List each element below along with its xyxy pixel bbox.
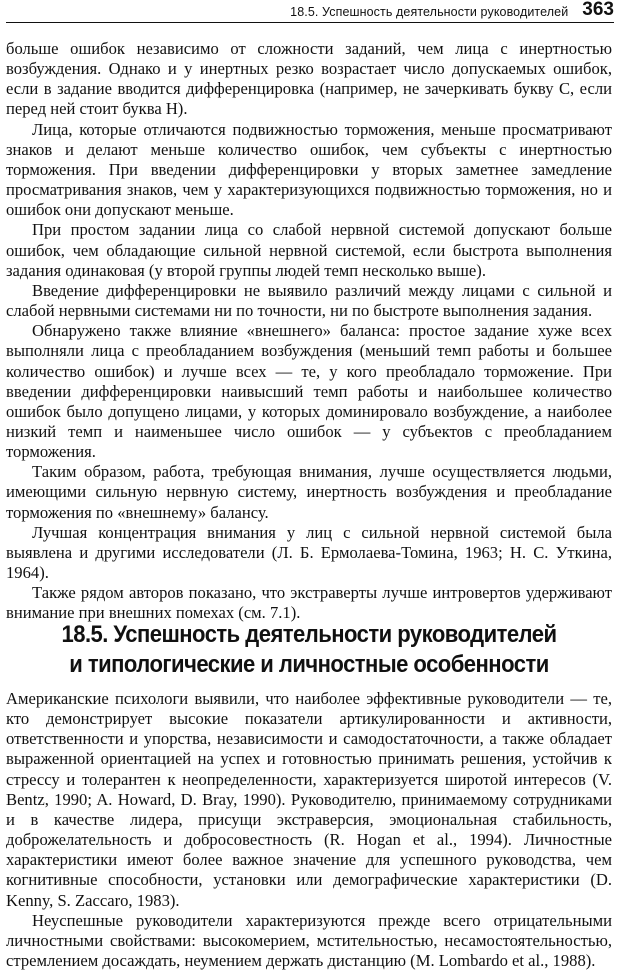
paragraph-differentiation: Введение дифференцировки не выявило различий между лицами с сильной и слабой нервными системами ни по точности, ни по быстроте выполнения задания.: [6, 280, 612, 321]
running-header: [6, 0, 614, 23]
paragraph-unsuccessful-leaders: Неуспешные руководители характеризуются прежде всего отрицательными личностными свойствами: высокомерием, мстительностью, несамостоятельностью, стремлением досаждать, неумением держать дистанцию (M. Lombardo et al., 1988).: [6, 910, 612, 971]
section-heading-line-2: и типологические и личностные особенности: [69, 651, 549, 678]
body-text-bottom: [6, 689, 612, 971]
paragraph-conclusion: Таким образом, работа, требующая внимания, лучше осуществляется людьми, имеющими сильную нервную систему, инертность возбуждения и преобладание торможения по «внешнему» балансу.: [6, 462, 612, 522]
paragraph-weak-nervous-system: При простом задании лица со слабой нервной системой допускают больше ошибок, чем обладающие сильной нервной системой, если быстрота выполнения задания одинаковая (у второй группы людей темп несколько выше).: [6, 220, 612, 280]
paragraph-extraverts: Также рядом авторов показано, что экстраверты лучше интровертов удерживают внимание при внешних помехах (см. 7.1).: [6, 583, 612, 623]
paragraph-inhibition-mobility: Лица, которые отличаются подвижностью торможения, меньше просматривают знаков и делают меньше количество ошибок, чем субъекты с инертностью торможения. При введении дифференцировки у вторых заметнее замедление просматривания знаков, чем у характеризующихся подвижностью торможения, но и ошибок они допускают меньше.: [6, 119, 612, 220]
page-number: 363: [582, 0, 614, 20]
section-heading-line-1: 18.5. Успешность деятельности руководителей: [61, 621, 557, 648]
running-title: 18.5. Успешность деятельности руководителей: [290, 5, 569, 19]
paragraph-concentration: Лучшая концентрация внимания у лиц с сильной нервной системой была выявлена и другими исследователи (Л. Б. Ермолаева-Томина, 1963; Н. С. Уткина, 1964).: [6, 522, 612, 583]
body-text-top: [6, 39, 612, 624]
paragraph-continued: больше ошибок независимо от сложности заданий, чем лица с инертностью возбуждения. Однако и у инертных резко возрастает число допускаемых ошибок, если в задание вводится дифференцировка (например, не зачеркивать букву С, если перед ней стоит буква Н).: [6, 39, 612, 119]
paragraph-effective-leaders: Американские психологи выявили, что наиболее эффективные руководители — те, кто демонстрирует высокие показатели артикулированности и активности, ответственности и упорства, независимости и самодостаточности, а также обладает выраженной ориентацией на успех и готовностью принимать решения, устойчив к стрессу и толерантен к неопределенности, характеризуется широтой интересов (V. Bentz, 1990; A. Howard, D. Bray, 1990). Руководителю, принимаемому сотрудниками и в качестве лидера, присущи экстраверсия, эмоциональная стабильность, доброжелательность и добросовестность (R. Hogan et al., 1994). Личностные характеристики имеют более важное значение для успешного руководства, чем когнитивные способности, установки или демографические характеристики (D. Kenny, S. Zaccaro, 1983).: [6, 689, 612, 910]
paragraph-external-balance: Обнаружено также влияние «внешнего» баланса: простое задание хуже всех выполняли лица с преобладанием возбуждения (меньший темп работы и большее количество ошибок) и лучше всех — те, у кого преобладало торможение. При введении дифференцировки наивысший темп работы и наибольшее количество ошибок было допущено лицами, у которых доминировало возбуждение, а наиболее низкий темп и наименьшее число ошибок — у субъектов с преобладанием торможения.: [6, 321, 612, 462]
section-heading: [36, 620, 581, 680]
